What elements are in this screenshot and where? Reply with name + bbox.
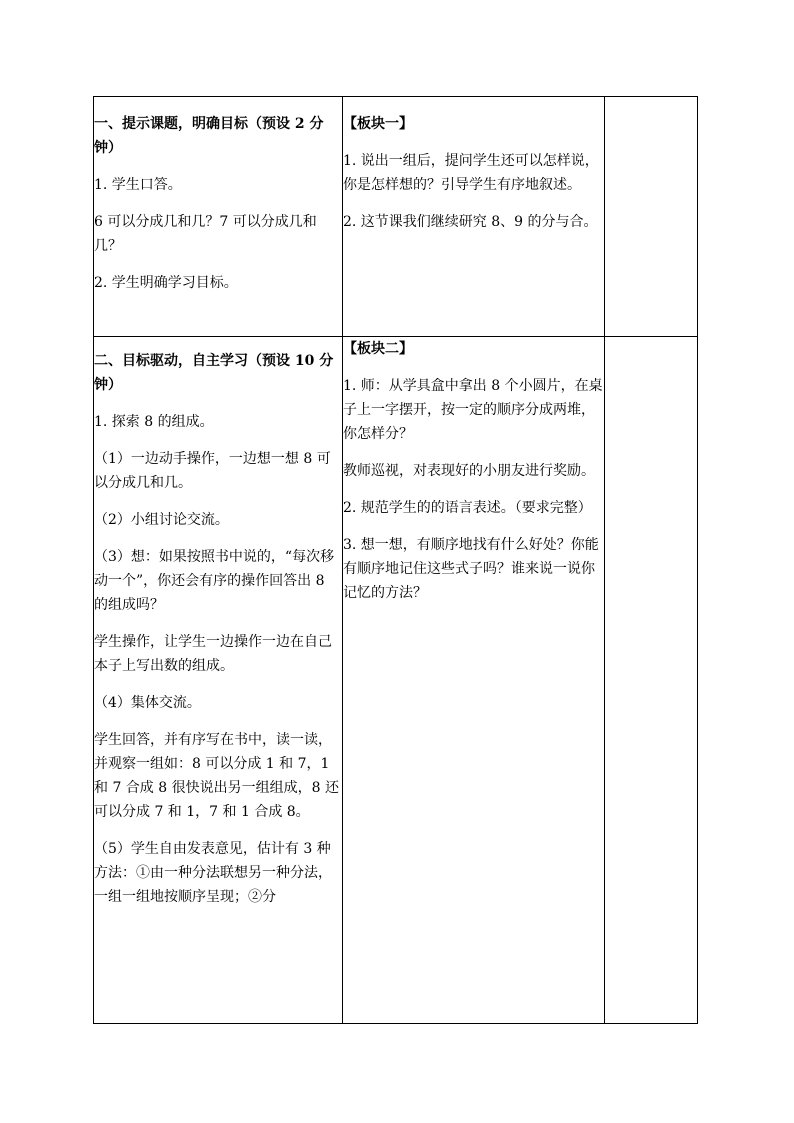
paragraph: 1. 探索 8 的组成。 xyxy=(94,414,214,430)
paragraph: （4）集体交流。 xyxy=(94,695,201,711)
lesson-plan-table xyxy=(93,96,698,1024)
paragraph: 2. 学生明确学习目标。 xyxy=(94,275,238,291)
student-activity-cell xyxy=(94,337,343,1024)
table-row xyxy=(94,97,698,337)
paragraph: 6 可以分成几和几？7 可以分成几和几？ xyxy=(94,214,317,254)
paragraph: 学生操作，让学生一边操作一边在自己本子上写出数的组成。 xyxy=(94,634,332,674)
table-row xyxy=(94,337,698,1024)
section-heading: 一、提示课题，明确目标（预设 2 分钟） xyxy=(94,116,324,156)
notes-cell xyxy=(605,337,698,1024)
paragraph: 1. 学生口答。 xyxy=(94,177,182,193)
paragraph: （5）学生自由发表意见，估计有 3 种方法：①由一种分法联想另一种分法，一组一组地按顺序呈现；②分 xyxy=(94,841,332,905)
paragraph: 2. 规范学生的的语言表述。（要求完整） xyxy=(343,500,592,516)
block-heading: 【板块二】 xyxy=(343,341,413,357)
paragraph: （1）一边动手操作，一边想一想 8 可以分成几和几。 xyxy=(94,451,331,491)
notes-cell xyxy=(605,97,698,337)
paragraph: （2）小组讨论交流。 xyxy=(94,512,229,528)
student-activity-cell xyxy=(94,97,343,337)
paragraph: 教师巡视，对表现好的小朋友进行奖励。 xyxy=(343,463,595,479)
teacher-guidance-cell xyxy=(343,337,605,1024)
paragraph: 2. 这节课我们继续研究 8、9 的分与合。 xyxy=(343,214,598,230)
paragraph: 1. 说出一组后，提问学生还可以怎样说，你是怎样想的？引导学生有序地叙述。 xyxy=(343,153,599,193)
teacher-guidance-cell xyxy=(343,97,605,337)
paragraph: 1. 师：从学具盒中拿出 8 个小圆片，在桌子上一字摆开，按一定的顺序分成两堆，你怎样分？ xyxy=(343,378,603,442)
paragraph: （3）想：如果按照书中说的，“每次移动一个”，你还会有序的操作回答出 8 的组成吗？ xyxy=(94,549,335,613)
paragraph: 学生回答，并有序写在书中，读一读，并观察一组如：8 可以分成 1 和 7，1 和 7 合成 8 很快说出另一组组成，8 还可以分成 7 和 1，7 和 1 合成 8。 xyxy=(94,732,339,820)
block-heading: 【板块一】 xyxy=(343,116,413,132)
section-heading: 二、目标驱动，自主学习（预设 10 分钟） xyxy=(94,353,334,393)
paragraph: 3. 想一想，有顺序地找有什么好处？你能有顺序地记住这些式子吗？谁来说一说你记忆的方法？ xyxy=(343,537,599,601)
